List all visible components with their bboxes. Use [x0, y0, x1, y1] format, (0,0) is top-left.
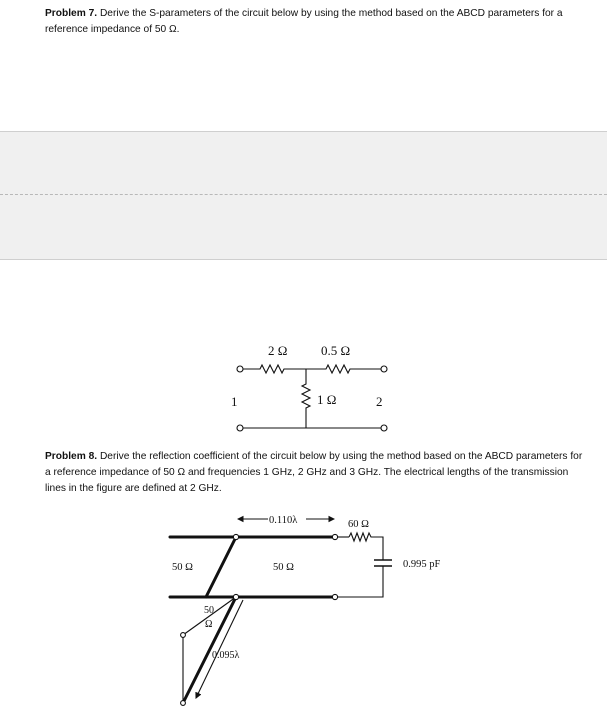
- label-0-5-ohm: 0.5 Ω: [321, 343, 351, 358]
- node-top-right: [332, 534, 337, 539]
- label-source-50-ohm: 50 Ω: [172, 562, 193, 573]
- node-top-left: [233, 534, 238, 539]
- label-2-ohm: 2 Ω: [268, 343, 288, 358]
- label-top-line-length: 0.110λ: [269, 515, 298, 526]
- label-capacitor: 0.995 pF: [403, 559, 441, 570]
- label-stub-length: 0.095λ: [212, 650, 240, 661]
- stub-node-bottom: [181, 701, 186, 706]
- node-bottom-left: [233, 594, 238, 599]
- problem-8-heading: Problem 8.: [45, 451, 98, 462]
- port-2-label: 2: [376, 394, 383, 409]
- label-stub-z: 50: [204, 605, 214, 616]
- label-1-ohm: 1 Ω: [317, 392, 337, 407]
- label-line-50-ohm: 50 Ω: [273, 562, 294, 573]
- wire-return: [338, 566, 383, 597]
- problem-7-heading: Problem 7.: [45, 8, 98, 19]
- label-stub-z-unit: Ω: [205, 619, 213, 630]
- resistor-60-ohm: [349, 533, 383, 560]
- stub-node-top: [181, 633, 186, 638]
- label-60-ohm: 60 Ω: [348, 519, 369, 530]
- problem-8-body: Derive the reflection coefficient of the circuit below by using the method based on the ABCD parameters for a reference impedance of 50 Ω and frequencies 1 GHz, 2 GHz and 3 GHz. The electrical lengths of the transmission lines in the figure are defined at 2 GHz.: [45, 451, 583, 494]
- problem-7-body: Derive the S-parameters of the circuit below by using the method based on the ABCD parameters for a reference impedance of 50 Ω.: [45, 8, 563, 35]
- port-1-label: 1: [231, 394, 238, 409]
- tl-ground-link: [206, 537, 236, 597]
- node-bottom-right: [332, 594, 337, 599]
